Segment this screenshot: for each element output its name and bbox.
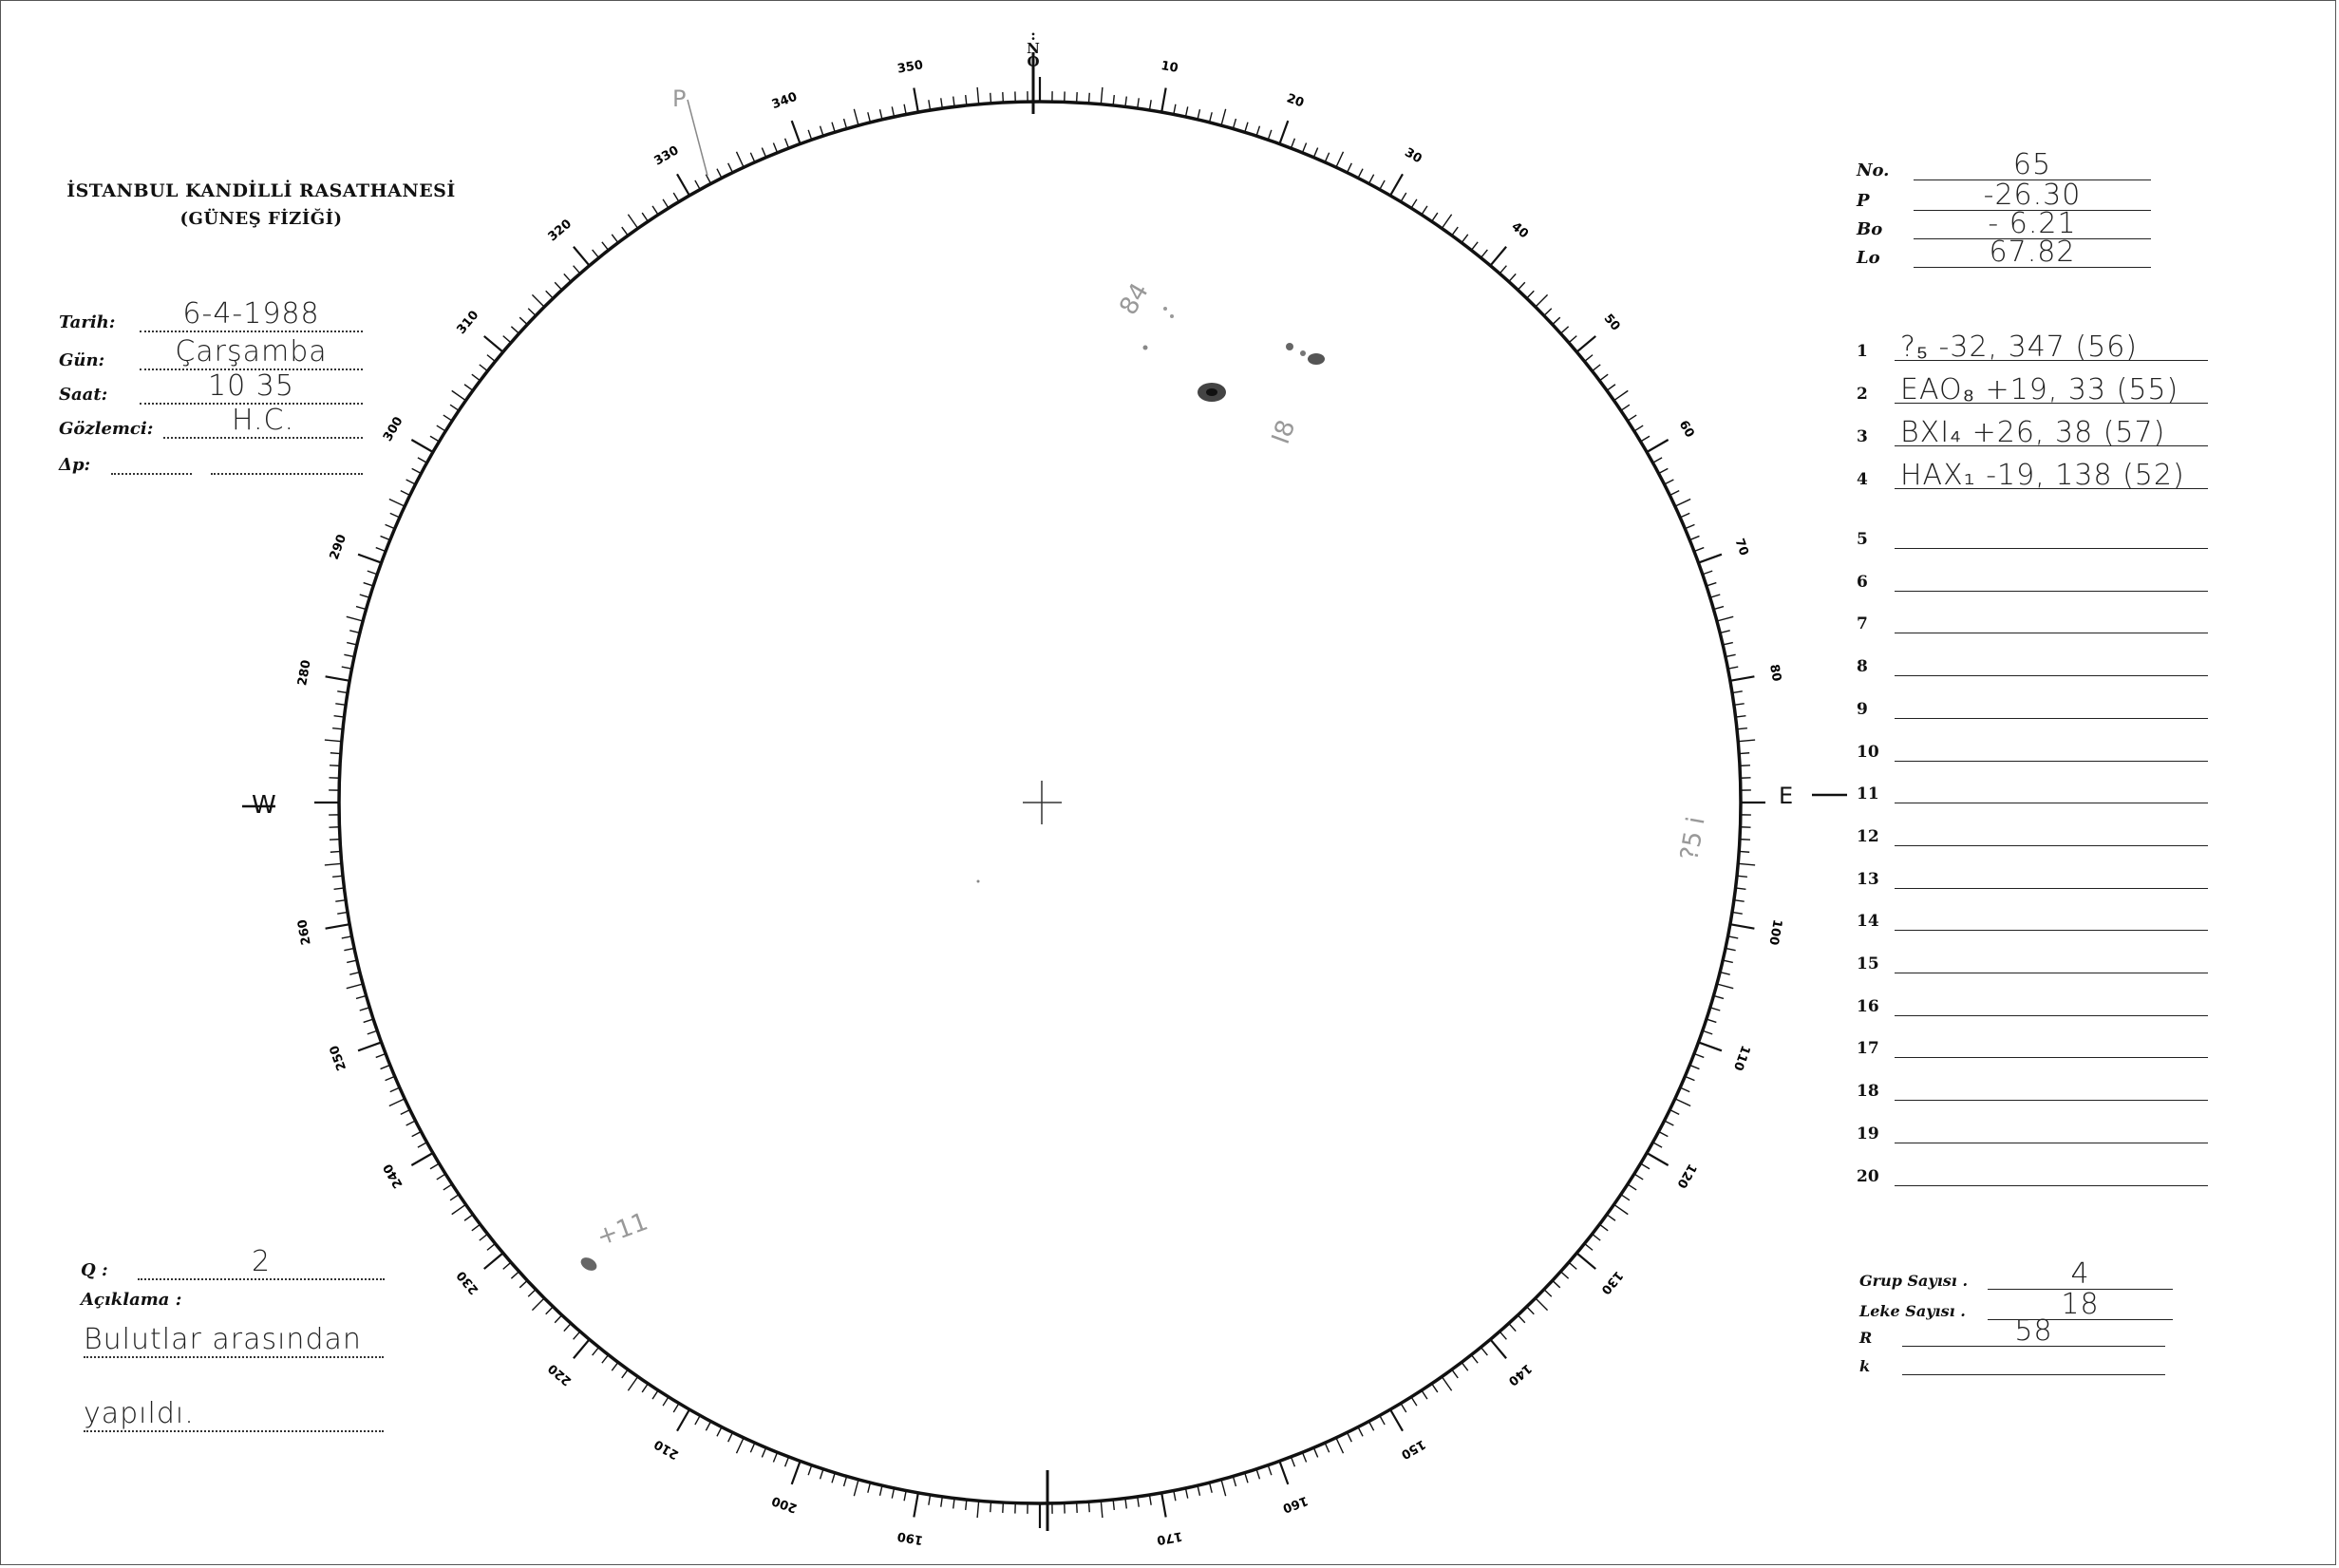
scale-tick (977, 1501, 979, 1518)
saat-label: Saat: (59, 385, 108, 405)
sunspot-group-4 (578, 1255, 599, 1273)
tarih-value: 6-4-1988 (182, 297, 320, 331)
scale-tick (737, 152, 745, 167)
group-row-text: EAO₈ +19, 33 (55) (1900, 373, 2179, 406)
scale-tick (1490, 247, 1506, 266)
scale-label: 320 (545, 217, 575, 245)
q-line (138, 1245, 385, 1280)
group-row-number: 7 (1857, 614, 1868, 634)
group-row-number: 10 (1857, 742, 1879, 762)
scale-label: 160 (1280, 1492, 1311, 1516)
institution-name: İSTANBUL KANDİLLİ RASATHANESİ (66, 180, 456, 201)
group-row-number: 2 (1857, 385, 1868, 404)
speck (977, 880, 980, 883)
k-label: k (1859, 1357, 1871, 1375)
sunspot-group-3c (1300, 350, 1306, 356)
scale-tick (1717, 984, 1733, 989)
scale-label: 130 (1597, 1268, 1626, 1297)
scale-tick (1675, 1099, 1690, 1106)
q-field (81, 1242, 385, 1280)
group-row-number: 18 (1857, 1082, 1879, 1102)
saat-value: 10 35 (208, 369, 294, 403)
scale-tick (914, 1493, 918, 1518)
scale-label: 330 (651, 143, 682, 169)
scale-tick (347, 616, 363, 621)
scale-tick (1675, 500, 1690, 507)
scale-label: 40 (1508, 219, 1531, 242)
group-row-number: 19 (1857, 1124, 1879, 1143)
scale-label: 140 (1505, 1360, 1535, 1389)
scale-tick (325, 740, 342, 742)
scale-tick (1576, 336, 1595, 352)
scale-tick (452, 390, 466, 400)
scale-tick (1536, 294, 1548, 307)
scale-tick (1576, 1253, 1595, 1269)
gun-label: Gün: (59, 350, 105, 370)
scale-tick (677, 1409, 689, 1431)
scale-tick (484, 1253, 503, 1269)
scale-tick (1221, 1480, 1226, 1496)
scale-label: 340 (769, 89, 800, 113)
scale-tick (1698, 555, 1721, 563)
scale-label: 250 (327, 1043, 350, 1073)
lo-label: Lo (1857, 248, 1880, 268)
group-row-number: 16 (1857, 996, 1879, 1016)
scale-label: 310 (454, 308, 482, 337)
scale-label: 110 (1729, 1043, 1753, 1073)
scale-tick (1101, 1501, 1103, 1518)
scale-tick (977, 87, 979, 104)
leke-sayisi-label: Leke Sayısı . (1859, 1302, 1966, 1320)
north-label: : N O (1027, 27, 1040, 70)
group-row-number: 13 (1857, 869, 1879, 889)
scale-tick (1442, 215, 1451, 229)
scale-tick (1442, 1377, 1451, 1391)
scale-label: 200 (769, 1492, 800, 1516)
scale-tick (1738, 740, 1755, 742)
group-row-number: 9 (1857, 699, 1868, 719)
group-row-number: 3 (1857, 427, 1868, 446)
annotation-11: +11 (593, 1207, 652, 1253)
scale-tick (1717, 616, 1733, 621)
scale-label: 120 (1673, 1161, 1699, 1191)
annotation-p: P (672, 85, 687, 112)
group-row-number: 15 (1857, 954, 1879, 973)
gozlemci-value: H.C. (231, 404, 295, 437)
scale-tick (1336, 152, 1344, 167)
scale-label: 260 (295, 917, 314, 947)
r-value: 58 (2014, 1314, 2053, 1348)
group-row-number: 12 (1857, 826, 1879, 846)
scale-tick (854, 1480, 858, 1496)
north-letter: N (1027, 40, 1040, 57)
no-label: No. (1857, 161, 1890, 180)
aciklama-label: Açıklama : (81, 1290, 182, 1310)
group-row-text: HAX₁ -19, 138 (52) (1900, 459, 2185, 492)
scale-tick (1161, 88, 1166, 113)
annotation-i8: I8 (1266, 416, 1302, 448)
no-value: 65 (2012, 148, 2052, 181)
west-label: W (252, 791, 276, 820)
q-label: Q : (81, 1260, 108, 1280)
p-label: P (1857, 191, 1870, 211)
scale-tick (1221, 109, 1226, 125)
scale-label: 50 (1600, 312, 1623, 334)
scale-tick (326, 924, 350, 929)
leke-sayisi-value: 18 (2061, 1288, 2100, 1321)
scale-tick (854, 109, 858, 125)
q-value: 2 (251, 1245, 272, 1278)
scale-tick (574, 247, 590, 266)
scale-tick (628, 215, 637, 229)
group-row-number: 8 (1857, 657, 1868, 677)
scale-tick (389, 500, 405, 507)
scale-tick (1730, 924, 1755, 929)
scale-label: 80 (1766, 663, 1784, 683)
scale-label: 230 (454, 1268, 482, 1297)
scale-label: 100 (1765, 917, 1784, 947)
group-row-number: 5 (1857, 530, 1868, 549)
delta-p-label: Δp: (59, 455, 91, 475)
sunspot-group-1c (1163, 307, 1167, 311)
group-row-number: 1 (1857, 342, 1868, 361)
sunspot-group-1b (1170, 314, 1174, 318)
group-row-number: 14 (1857, 912, 1879, 932)
scale-tick (358, 555, 381, 563)
p-value: -26.30 (1983, 179, 2082, 212)
group-row-number: 6 (1857, 572, 1868, 592)
scale-tick (358, 1042, 381, 1050)
scale-tick (574, 1339, 590, 1358)
scale-label: 170 (1155, 1528, 1184, 1547)
scale-tick (1390, 1409, 1403, 1431)
scale-tick (347, 984, 363, 989)
annotation-84: 84 (1114, 278, 1155, 320)
scale-label: 20 (1284, 91, 1306, 111)
scale-label: 190 (896, 1528, 925, 1547)
scale-tick (1336, 1438, 1344, 1453)
grup-sayisi-value: 4 (2070, 1257, 2090, 1291)
scale-tick (452, 1204, 466, 1214)
scale-label: 280 (295, 658, 314, 688)
group-row-number: 17 (1857, 1039, 1879, 1059)
note-text-2: yapıldı. (84, 1397, 195, 1430)
bo-value: - 6.21 (1988, 207, 2077, 240)
scale-tick (914, 88, 918, 113)
gozlemci-label: Gözlemci: (59, 419, 154, 439)
scale-tick (532, 294, 544, 307)
scale-tick (1647, 1153, 1669, 1165)
scale-tick (484, 336, 503, 352)
group-row-number: 4 (1857, 470, 1868, 489)
annotation-5i: ?5 i (1675, 814, 1711, 863)
note-text-1: Bulutlar arasından (84, 1323, 362, 1356)
scale-tick (1738, 863, 1755, 865)
group-row-text: ?₅ -32, 347 (56) (1900, 331, 2138, 364)
scale-label: 240 (381, 1161, 406, 1191)
scale-tick (325, 863, 342, 865)
group-row-text: BXI₄ +26, 38 (57) (1900, 416, 2166, 449)
note-line-1 (84, 1323, 384, 1358)
scale-tick (1490, 1339, 1506, 1358)
scale-tick (1647, 440, 1669, 452)
scale-tick (737, 1438, 745, 1453)
institution-subtitle: (GÜNEŞ FİZİĞİ) (179, 209, 343, 229)
scale-label: 210 (651, 1436, 682, 1462)
scale-tick (792, 1461, 801, 1483)
scale-tick (1390, 174, 1403, 196)
grup-sayisi-label: Grup Sayısı . (1859, 1272, 1969, 1290)
scale-tick (1279, 121, 1288, 143)
scale-label: 60 (1675, 418, 1697, 441)
tarih-label: Tarih: (59, 312, 116, 332)
sunspot-group-1a (1143, 346, 1148, 350)
scale-label: 220 (545, 1360, 575, 1389)
k-field (1859, 1337, 2165, 1375)
scale-tick (411, 1153, 433, 1165)
gun-value: Çarşamba (175, 335, 328, 368)
east-label: E (1779, 783, 1794, 809)
scale-tick (1614, 1204, 1629, 1214)
scale-tick (792, 121, 801, 143)
group-row-number: 11 (1857, 784, 1879, 804)
scale-tick (677, 174, 689, 196)
note-line-2 (84, 1397, 384, 1432)
scale-tick (326, 676, 350, 681)
scale-tick (1279, 1461, 1288, 1483)
sunspot-group-3a (1308, 353, 1325, 365)
scale-tick (389, 1099, 405, 1106)
scale-tick (1698, 1042, 1721, 1050)
k-line (1902, 1348, 2165, 1375)
sunspot-group-3b (1286, 343, 1293, 350)
bo-label: Bo (1857, 219, 1883, 239)
scale-label: 290 (327, 532, 350, 562)
group-row-number: 20 (1857, 1166, 1879, 1186)
scale-label: 30 (1402, 145, 1424, 167)
scale-tick (1536, 1298, 1548, 1311)
scale-label: 350 (896, 58, 925, 77)
lo-value: 67.82 (1989, 236, 2076, 269)
scale-tick (628, 1377, 637, 1391)
scale-tick (1161, 1493, 1166, 1518)
scale-label: 300 (381, 414, 406, 444)
scale-tick (1614, 390, 1629, 400)
scale-label: 70 (1731, 537, 1751, 558)
scale-tick (411, 440, 433, 452)
p-angle-arrow (688, 100, 707, 176)
scale-label: 10 (1160, 58, 1179, 76)
r-label: R (1859, 1329, 1873, 1347)
scale-tick (1730, 676, 1755, 681)
sunspot-umbra-2 (1206, 388, 1217, 396)
scale-tick (532, 1298, 544, 1311)
scale-label: 150 (1398, 1436, 1428, 1462)
scale-tick (1101, 87, 1103, 104)
